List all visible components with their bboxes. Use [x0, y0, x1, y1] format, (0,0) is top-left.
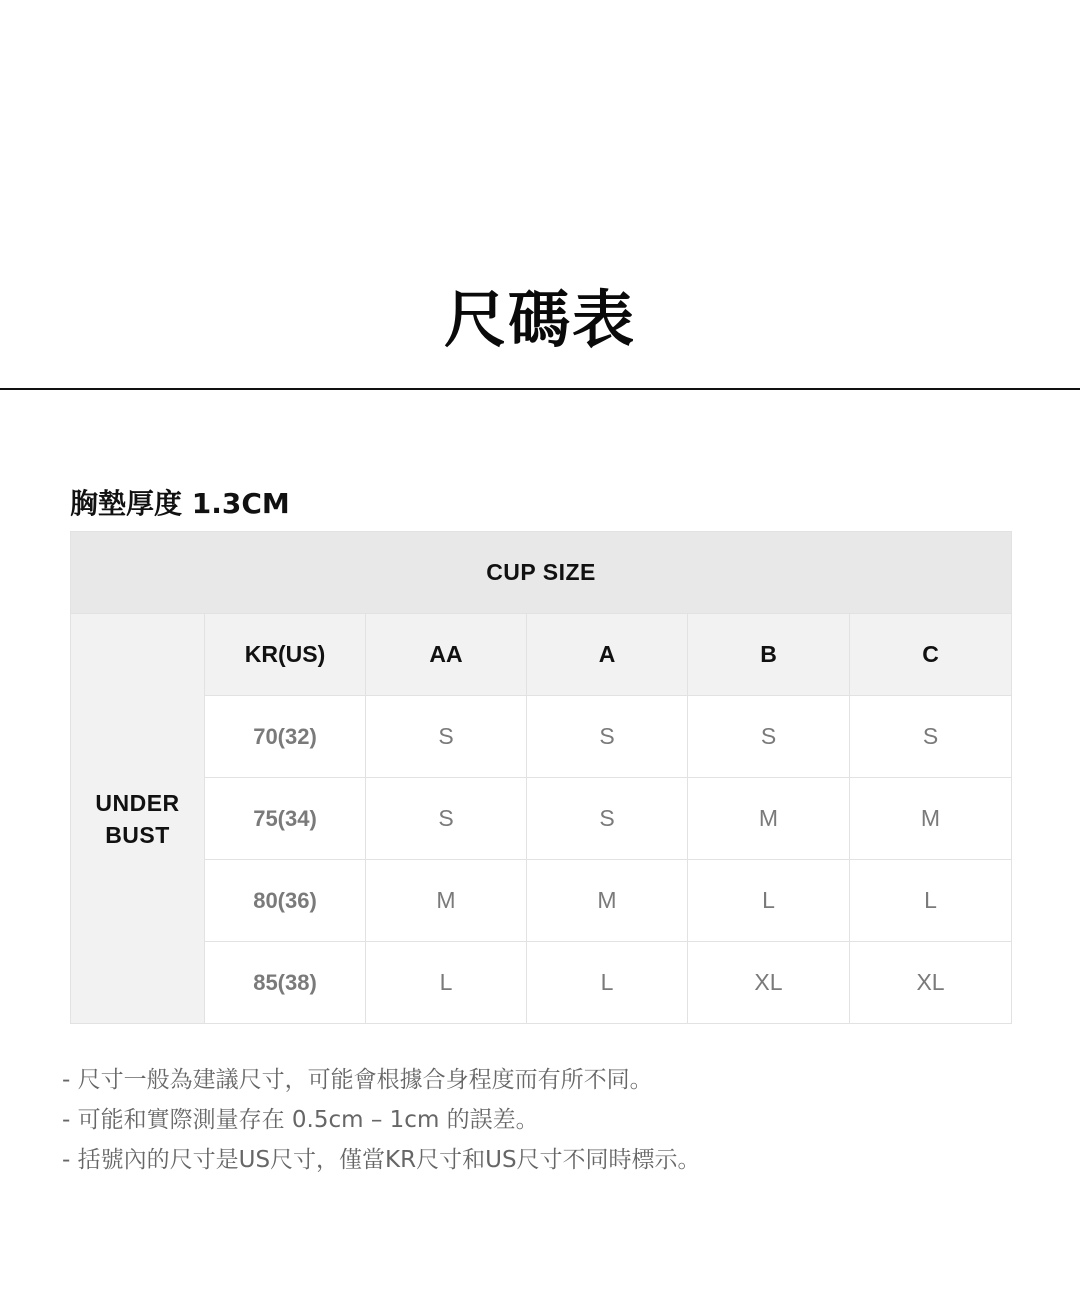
- column-header-kr-us: KR(US): [205, 614, 366, 696]
- size-cell: M: [527, 860, 688, 942]
- column-header-row: [71, 614, 1012, 696]
- notes-list: [62, 1060, 701, 1180]
- column-header-c: C: [850, 614, 1012, 696]
- table-row: [71, 696, 1012, 778]
- size-cell: S: [527, 696, 688, 778]
- size-cell: L: [366, 942, 527, 1024]
- column-header-aa: AA: [366, 614, 527, 696]
- page-title: 尺碼表: [443, 283, 636, 356]
- size-cell: S: [366, 696, 527, 778]
- size-cell: M: [850, 778, 1012, 860]
- note-item: - 括號內的尺寸是US尺寸，僅當KR尺寸和US尺寸不同時標示。: [62, 1147, 701, 1173]
- row-label: 75(34): [205, 778, 366, 860]
- size-cell: S: [850, 696, 1012, 778]
- size-cell: L: [527, 942, 688, 1024]
- cup-size-header-row: [71, 532, 1012, 614]
- table-row: [71, 778, 1012, 860]
- size-cell: L: [850, 860, 1012, 942]
- column-header-b: B: [688, 614, 850, 696]
- size-cell: L: [688, 860, 850, 942]
- table-row: [71, 942, 1012, 1024]
- under-bust-line-2: BUST: [105, 821, 170, 848]
- size-cell: XL: [688, 942, 850, 1024]
- under-bust-line-1: UNDER: [95, 789, 180, 816]
- size-cell: XL: [850, 942, 1012, 1024]
- title-divider: [0, 388, 1080, 390]
- size-cell: M: [688, 778, 850, 860]
- row-label: 85(38): [205, 942, 366, 1024]
- size-cell: M: [366, 860, 527, 942]
- note-item: - 可能和實際測量存在 0.5cm – 1cm 的誤差。: [62, 1107, 539, 1133]
- size-chart-table: [70, 531, 1012, 1024]
- size-cell: S: [366, 778, 527, 860]
- row-label: 80(36): [205, 860, 366, 942]
- size-cell: S: [527, 778, 688, 860]
- column-header-a: A: [527, 614, 688, 696]
- cup-size-header: CUP SIZE: [71, 532, 1012, 614]
- size-cell: S: [688, 696, 850, 778]
- note-item: - 尺寸一般為建議尺寸，可能會根據合身程度而有所不同。: [62, 1067, 653, 1093]
- row-label: 70(32): [205, 696, 366, 778]
- under-bust-label: [71, 614, 205, 1024]
- table-row: [71, 860, 1012, 942]
- section-title: 胸墊厚度 1.3CM: [70, 487, 290, 520]
